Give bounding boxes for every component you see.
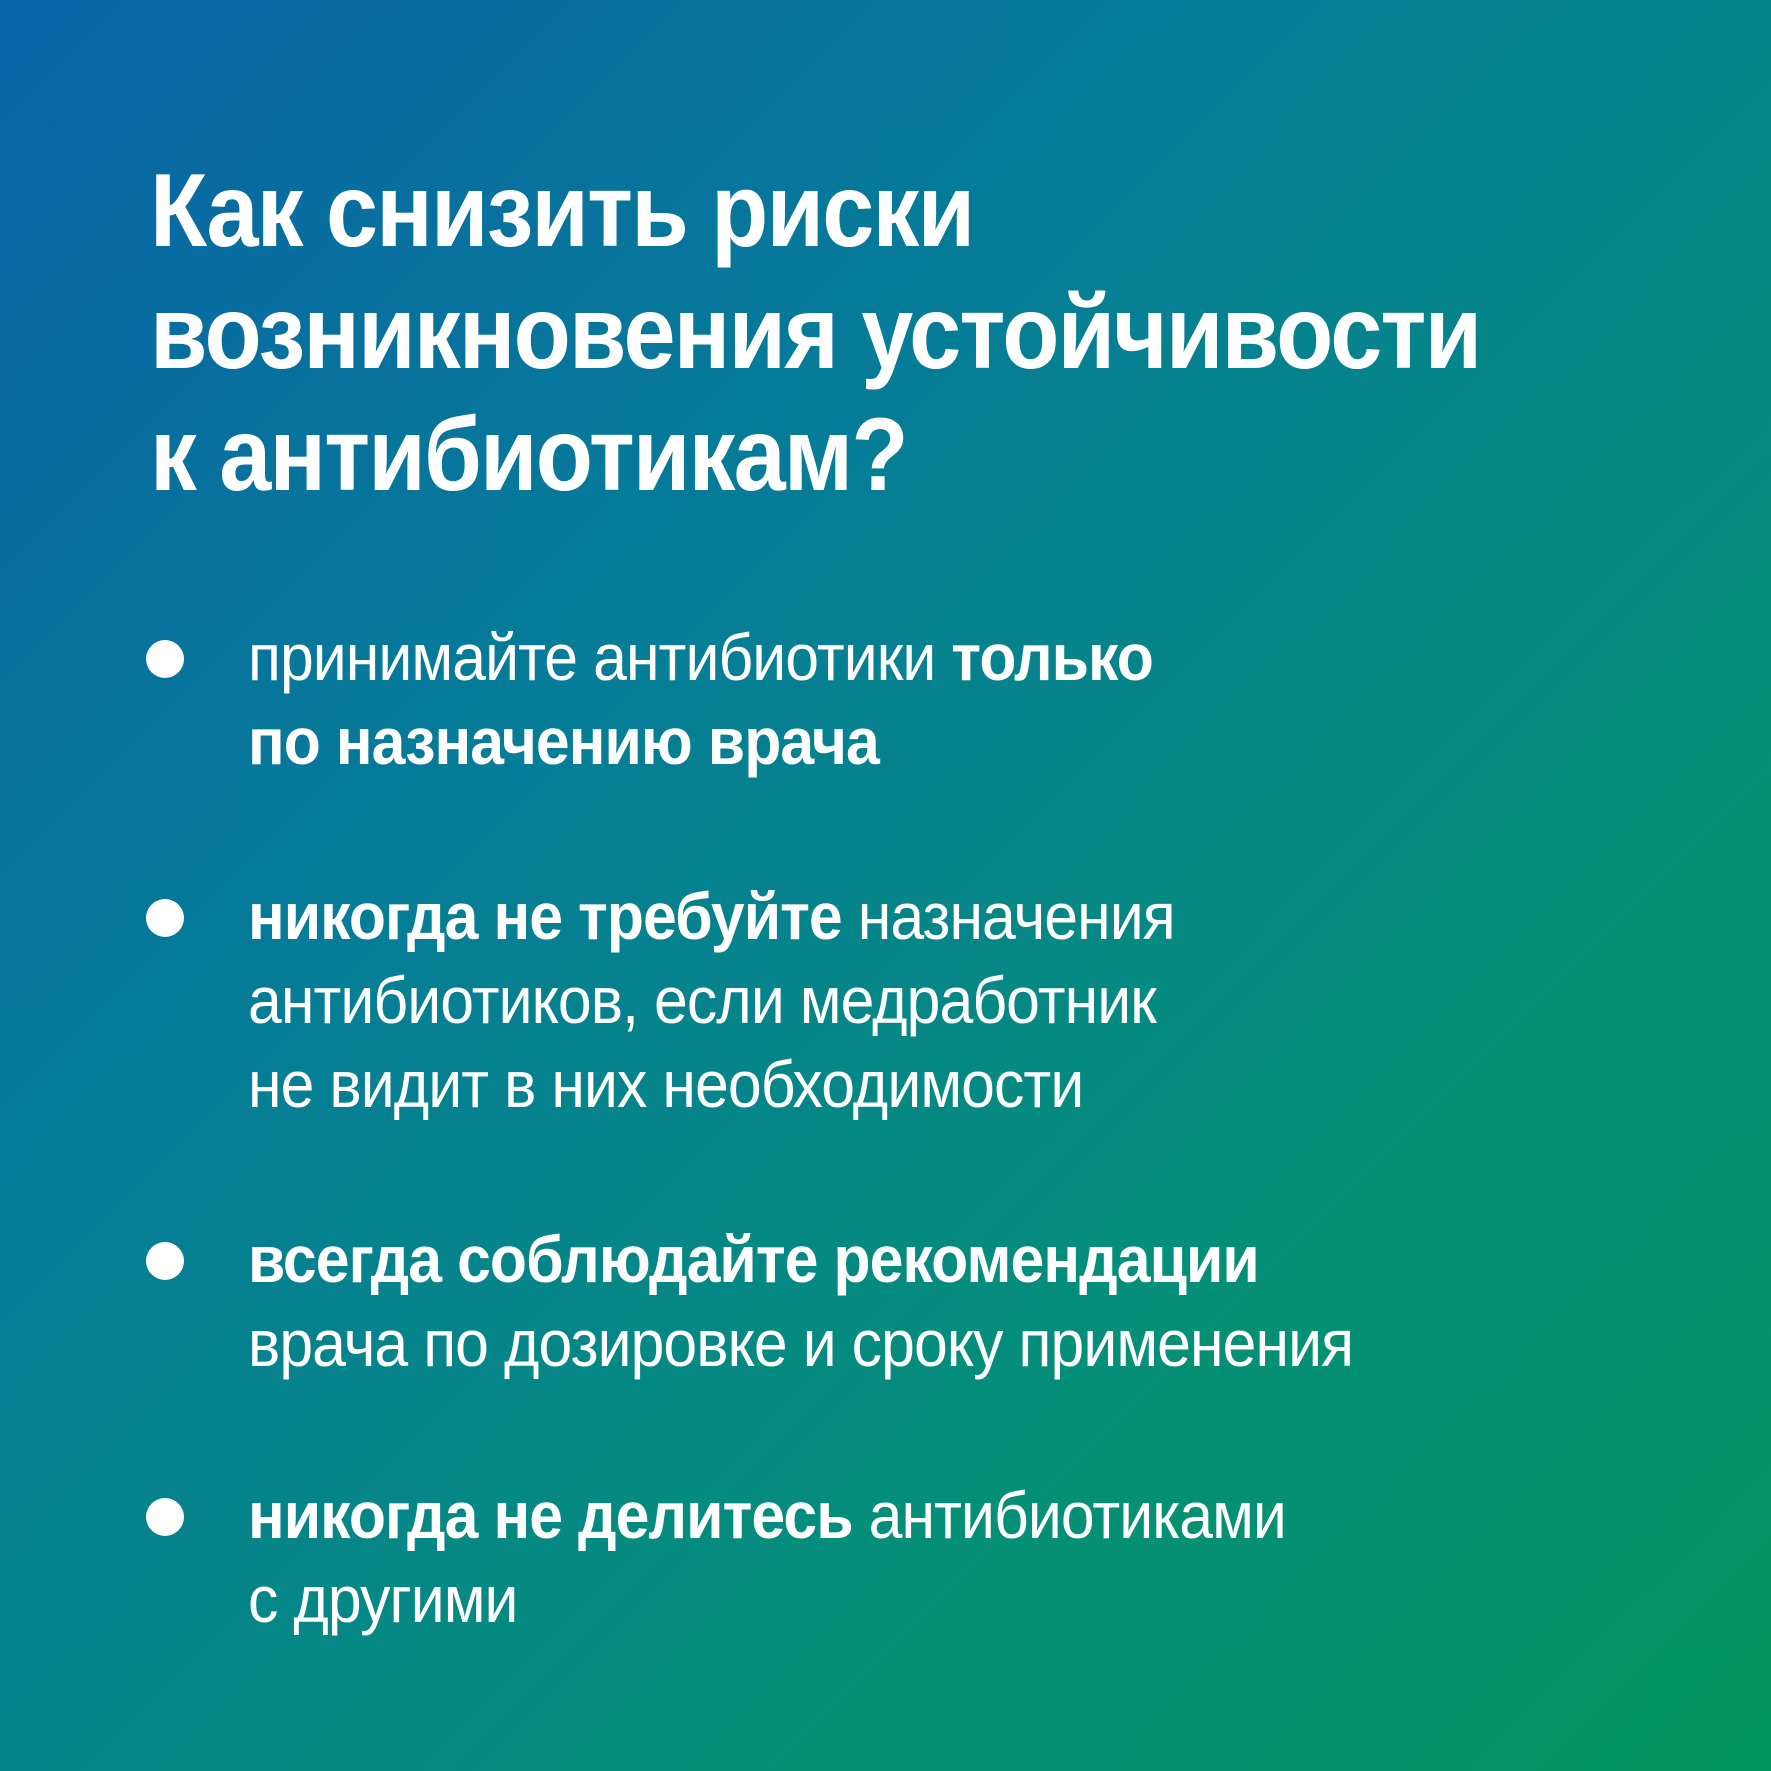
list-item-line [248,874,1554,958]
bold-text: только [951,620,1153,694]
list-item-text [248,615,1554,783]
regular-text: с другими [248,1562,518,1636]
bullet-dot-icon [146,899,184,937]
bold-text: по назначению врача [248,704,879,778]
regular-text: антибиотиками [852,1478,1286,1552]
regular-text: антибиотиков, если медработник [248,963,1156,1037]
regular-text: врача по дозировке и сроку применения [248,1306,1354,1380]
title-line-3: к антибиотикам? [150,397,907,513]
bullet-dot-icon [146,640,184,678]
list-item-text [248,874,1554,1126]
bullet-dot-icon [146,1498,184,1536]
regular-text: назначения [841,879,1175,953]
bold-text: никогда не делитесь [248,1478,853,1552]
bold-text: никогда не требуйте [248,879,842,953]
regular-text: принимайте антибиотики [248,620,952,694]
bold-text: всегда соблюдайте рекомендации [248,1222,1259,1296]
list-item-text [248,1217,1554,1385]
list-item-line [248,1473,1554,1557]
title-line-1: Как снизить риски [150,153,974,269]
list-item-text [248,1473,1554,1641]
bullet-dot-icon [146,1242,184,1280]
title-line-2: возникновения устойчивости [150,275,1481,391]
list-item-line [248,615,1554,699]
regular-text: не видит в них необходимости [248,1047,1084,1121]
